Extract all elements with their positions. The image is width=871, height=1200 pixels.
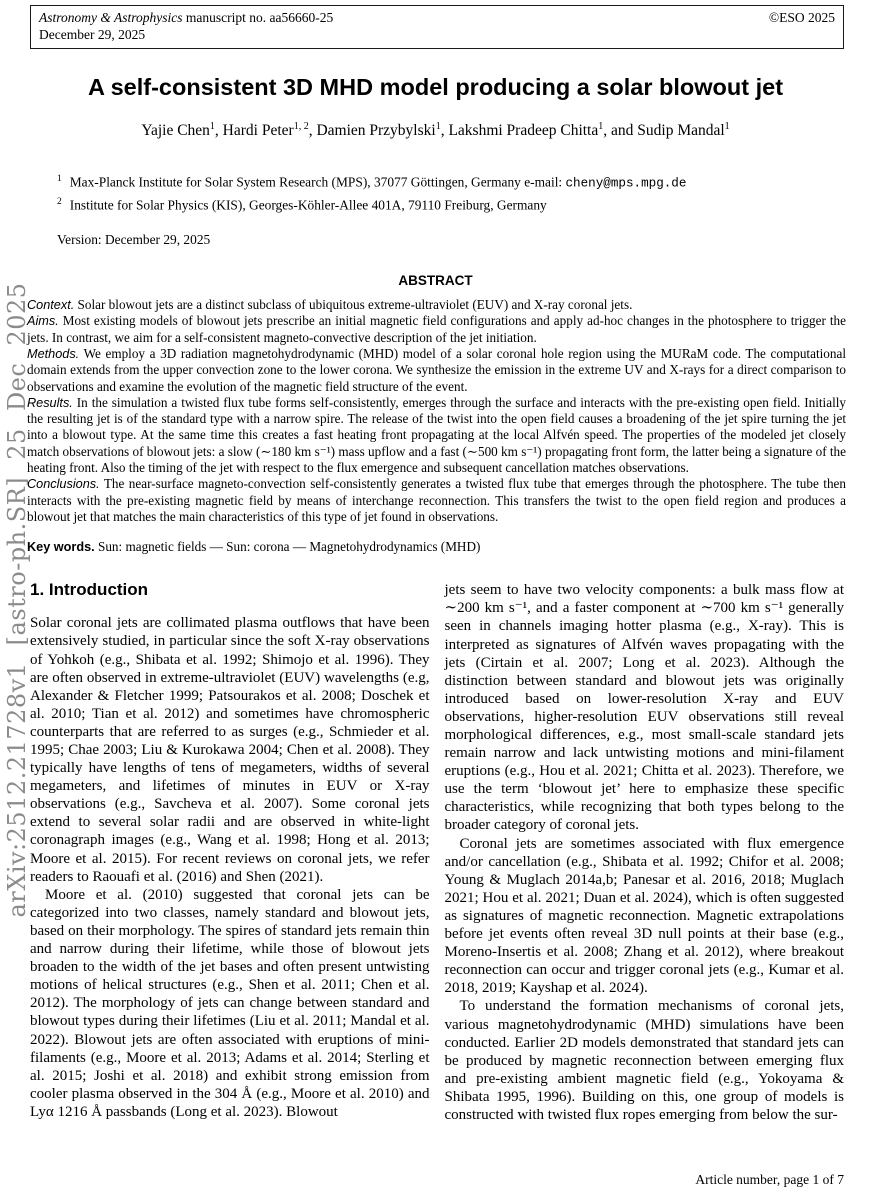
abstract-paragraph-conclusions	[27, 476, 846, 525]
authors-line	[0, 121, 871, 140]
abstract-label: Context.	[27, 298, 75, 313]
copyright-notice: ©ESO 2025	[768, 10, 835, 25]
arxiv-watermark[interactable]: arXiv:2512.21728v1 [astro-ph.SR] 25 Dec 2025	[3, 282, 31, 918]
affiliation-text: Max-Planck Institute for Solar System Research (MPS), 37077 Göttingen, Germany e-mail:	[69, 174, 566, 190]
paper-title: A self-consistent 3D MHD model producing a solar blowout jet	[87, 74, 784, 100]
body-paragraph: jets seem to have two velocity components: a bulk mass flow at ∼200 km s⁻¹, and a faster component at ∼700 km s⁻¹ generally seen in channels imaging hotter plasma (e.g., X-ray). This is interpreted as signatures of Alfvén waves propagating with the jets (Cirtain et al. 2007; Long et al. 2023). Although the distinction between standard and blowout jets was originally introduced based on lower-resolution X-ray and EUV observations, higher-resolution EUV observations still reveal morphological differences, e.g., most small-scale standard jets remain narrow and lack untwisting motions and mini-filament eruptions (e.g., Hou et al. 2021; Chitta et al. 2023). Therefore, we use the term ‘blowout jet’ here to emphasize these specific characteristics, while recognizing that both types belong to the broader category of coronal jets.	[444, 582, 844, 834]
manuscript-info	[39, 9, 333, 43]
affiliation-item	[57, 193, 811, 214]
manuscript-header	[30, 5, 844, 49]
body-paragraph: Moore et al. (2010) suggested that coronal jets can be categorized into two classes, namely standard and blowout jets, based on their morphology. The spires of standard jets remain thin and narrow during their lifetime, while those of blowout jets broaden to the width of the jet bases and often present untwisting motions of helical structures (e.g., Shen et al. 2011; Chen et al. 2012). The morphology of jets can change between standard and blowout types during their lifetimes (Liu et al. 2011; Mandal et al. 2022). Blowout jets are often associated with eruptions of mini-filaments (e.g., Moore et al. 2013; Adams et al. 2014; Sterling et al. 2015; Joshi et al. 2018) and exhibit strong emission from cooler plasma observed in the 304 Å (e.g., Moore et al. 2010) and Lyα 1216 Å passbands (Long et al. 2023). Blowout	[30, 886, 430, 1120]
author: Yajie Chen$^1$,	[141, 121, 223, 140]
abstract-label: Methods.	[27, 346, 80, 361]
footer-page-info: Article number, page 1 of 7	[695, 1172, 844, 1187]
right-column	[445, 581, 845, 1124]
author: Sudip Mandal$^1$	[637, 121, 730, 140]
abstract-paragraph-results	[27, 395, 846, 476]
affiliation-item	[57, 170, 811, 192]
email-link[interactable]: cheny@mps.mpg.de	[565, 176, 687, 191]
author: Hardi Peter$^{1, 2}$,	[222, 121, 317, 140]
body-paragraph: Coronal jets are sometimes associated with flux emergence and/or cancellation (e.g., Shibata et al. 1992; Chifor et al. 2008; Young & Muglach 2014a,b; Panesar et al. 2016, 2018; Muglach 2021; Hou et al. 2021; Duan et al. 2024), which is often suggested as signatures of magnetic reconnection. Magnetic extrapolations before jet events often reveal 3D null points at their base (e.g., Moreno-Insertis et al. 2008; Zhang et al. 2012), where breakout reconnection can occur and trigger coronal jets (e.g., Kumar et al. 2018, 2019; Kayshap et al. 2024).	[444, 835, 844, 997]
abstract-paragraph-context	[27, 297, 846, 313]
abstract-label: Aims.	[27, 314, 59, 329]
abstract-label: Conclusions.	[27, 477, 100, 492]
affiliation-text: Institute for Solar Physics (KIS), Georges-Köhler-Allee 401A, 79110 Freiburg, Germany	[69, 197, 547, 213]
author-affil-sup: 1	[209, 121, 215, 132]
abstract-text: The near-surface magneto-convection self-consistently generates a twisted flux tube that emerges through the photosphere. The tube then interacts with the pre-existing magnetic field by means of interchange reconnection. This transfers the twist to the open field region and produces a blowout jet that matches the main characteristics of this type of jet found in observations.	[27, 476, 846, 524]
author-affil-sup: 1	[598, 121, 604, 132]
manuscript-number: manuscript no. aa56660-25	[182, 10, 334, 25]
manuscript-line	[39, 9, 333, 26]
abstract-text: Most existing models of blowout jets prescribe an initial magnetic field configurations and apply ad-hoc changes in the photosphere to trigger the jets. In contrast, we aim for a self-consistent magneto-convective description of the jet initiation.	[27, 313, 846, 345]
author: Lakshmi Pradeep Chitta$^1$, and	[448, 121, 638, 140]
version-line: Version: December 29, 2025	[57, 232, 211, 248]
affiliation-marker: 2	[57, 196, 62, 207]
author: Damien Przybylski$^1$,	[316, 121, 449, 140]
abstract-text: Solar blowout jets are a distinct subclass of ubiquitous extreme-ultraviolet (EUV) and X-ray coronal jets.	[74, 297, 633, 313]
abstract-heading: ABSTRACT	[398, 273, 473, 289]
abstract-body	[27, 297, 846, 525]
keywords-label: Key words.	[27, 540, 95, 555]
author-affil-sup: 1, 2	[293, 121, 309, 132]
keywords-text: Sun: magnetic fields — Sun: corona — Magnetohydrodynamics (MHD)	[94, 539, 481, 555]
abstract-paragraph-aims	[27, 313, 846, 346]
body-paragraph: To understand the formation mechanisms of coronal jets, various magnetohydrodynamic (MHD) simulations have been conducted. Earlier 2D models demonstrated that standard jets can be produced by magnetic reconnection between emerging flux and pre-existing ambient magnetic field (e.g., Yokoyama & Shibata 1995, 1996). Building on this, one group of models is constructed with twisted flux ropes emerging from below the sur-	[444, 998, 844, 1123]
section-heading-introduction: 1. Introduction	[30, 580, 149, 600]
affiliation-marker: 1	[57, 174, 62, 185]
author-affil-sup: 1	[724, 121, 730, 132]
keywords-line	[27, 539, 846, 555]
body-paragraph: Solar coronal jets are collimated plasma outflows that have been extensively studied, in particular since the soft X-ray observations of Yohkoh (e.g., Shibata et al. 1992; Shimojo et al. 1996). They are often observed in extreme-ultraviolet (EUV) wavelengths (e.g, Alexander & Fletcher 1999; Patsourakos et al. 2008; Doschek et al. 2010; Tian et al. 2012) and sometimes have chromospheric counterparts that are referred to as surges (e.g., Schmieder et al. 1995; Chae 2003; Liu & Kurokawa 2004; Chen et al. 2008). They typically have lengths of tens of megameters, widths of several megameters, and lifetimes of minutes in EUV or X-ray observations (e.g., Savcheva et al. 2007). Some coronal jets extend to several solar radii and are observed in white-light coronagraph images (e.g., Wang et al. 1998; Hong et al. 2013; Moore et al. 2015). For recent reviews on coronal jets, we refer readers to Raouafi et al. (2016) and Shen (2021).	[30, 615, 430, 885]
abstract-text: We employ a 3D radiation magnetohydrodynamic (MHD) model of a solar coronal hole region using the MURaM code. The computational domain extends from the upper convection zone to the lower corona. We synthesize the emission in the extreme UV and X-rays for a direct comparison to observations and examine the evolution of the magnetic field structure of the event.	[27, 345, 846, 394]
left-column	[30, 581, 430, 1124]
journal-name: Astronomy & Astrophysics	[39, 10, 183, 25]
header-date: December 29, 2025	[39, 27, 146, 42]
abstract-label: Results.	[27, 395, 73, 410]
affiliation-list	[57, 170, 811, 214]
abstract-paragraph-methods	[27, 346, 846, 395]
abstract-text: In the simulation a twisted flux tube forms self-consistently, emerges through the surface and interacts with the pre-existing open field. Initially the resulting jet is of the standard type with a narrow spire. The release of the twist into the open field causes a broadening of the jet spire turning the jet into a blowout type. At the same time this creates a fast heating front propagating at the local Alfvén speed. The properties of the modeled jet closely match observations of blowout jets: a slow (∼180 km s⁻¹) mass upflow and a fast (∼500 km s⁻¹) propagating front form, the latter being a signature of the heating front. Also the timing of the jet with respect to the flux emergence and subsequent cancellation matches observations.	[27, 394, 846, 476]
body-columns	[30, 581, 844, 1124]
author-affil-sup: 1	[435, 121, 441, 132]
